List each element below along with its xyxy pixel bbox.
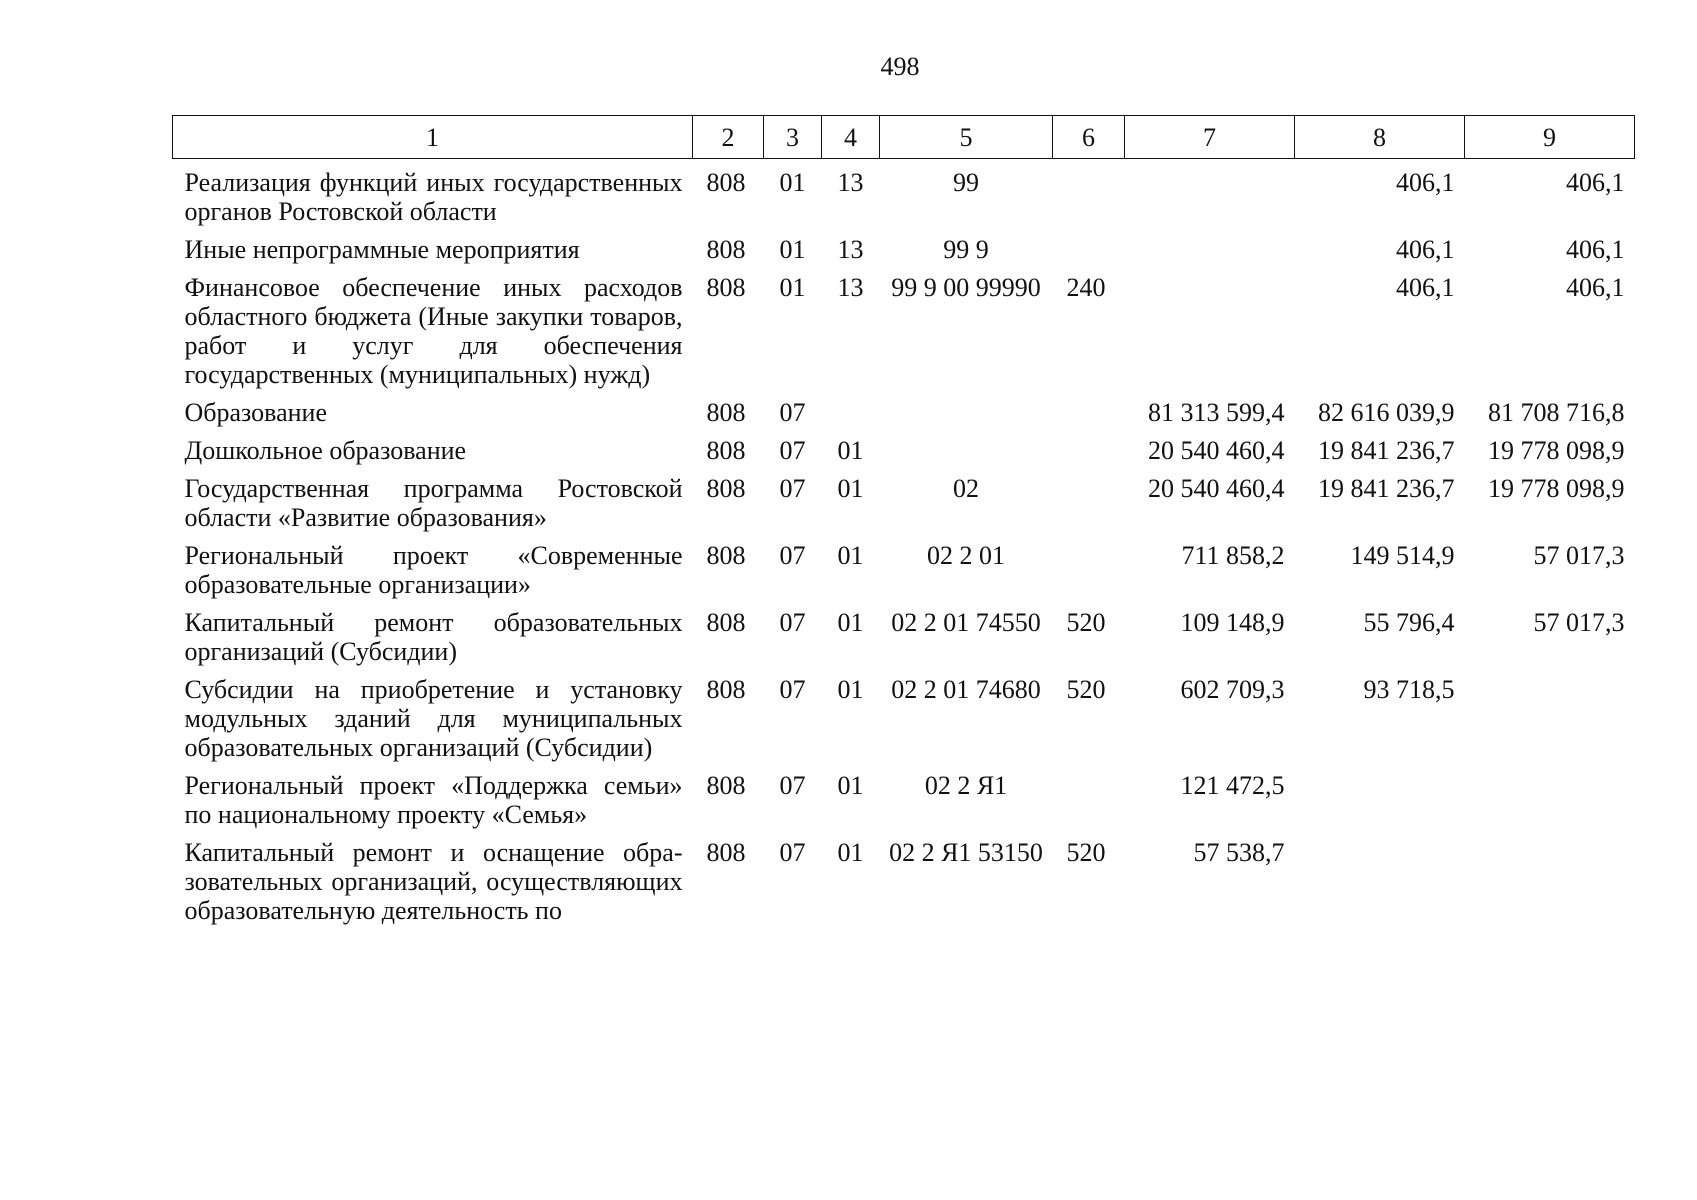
- table-row: [173, 666, 1635, 762]
- row-target-code: 02 2 01 74680: [891, 675, 1041, 704]
- row-section-code: 01: [779, 235, 806, 264]
- row-ministry-code: 808: [706, 608, 746, 637]
- row-name: Региональный проект «Поддержка семьи» по национальному проекту «Семья»: [184, 771, 683, 829]
- row-expense-type: 240: [1066, 273, 1106, 302]
- row-amount-col9: 406,1: [1566, 235, 1625, 264]
- row-ministry-code: 808: [706, 675, 746, 704]
- row-subsection-code: 13: [837, 235, 864, 264]
- row-amount-col7: 602 709,3: [1180, 675, 1285, 704]
- row-amount-col7: 81 313 599,4: [1148, 398, 1285, 427]
- table-header: [173, 116, 1635, 159]
- row-target-code: 02 2 Я1: [924, 771, 1008, 800]
- row-amount-col9: 19 778 098,9: [1488, 474, 1625, 503]
- row-amount-col7: 711 858,2: [1181, 541, 1285, 570]
- row-amount-col8: 406,1: [1396, 273, 1455, 302]
- row-name: Иные непрограммные мероприятия: [184, 235, 580, 264]
- row-subsection-code: 13: [837, 273, 864, 302]
- row-amount-col8: 406,1: [1396, 235, 1455, 264]
- row-subsection-code: [822, 389, 880, 427]
- row-section-code: 01: [779, 168, 806, 197]
- row-amount-col7: 109 148,9: [1180, 608, 1285, 637]
- header-col-1: 1: [173, 116, 693, 159]
- row-target-code: 02 2 Я1 53150: [889, 838, 1043, 867]
- row-expense-type: 520: [1066, 675, 1106, 704]
- row-ministry-code: 808: [706, 771, 746, 800]
- row-section-code: 07: [779, 398, 806, 427]
- header-col-6: 6: [1053, 116, 1125, 159]
- row-amount-col8: 149 514,9: [1350, 541, 1455, 570]
- row-amount-col7: 20 540 460,4: [1148, 474, 1285, 503]
- table-row: [173, 532, 1635, 599]
- row-target-code: 02: [953, 474, 979, 503]
- row-expense-type: [1053, 389, 1125, 427]
- row-name: Реализация функций иных государственных органов Ростовской области: [184, 168, 683, 226]
- row-target-code: [880, 427, 1053, 465]
- row-expense-type: 520: [1066, 608, 1106, 637]
- row-amount-col8: 93 718,5: [1363, 675, 1455, 704]
- row-amount-col7: [1125, 159, 1295, 227]
- row-amount-col8: [1295, 762, 1465, 829]
- row-amount-col8: 19 841 236,7: [1318, 474, 1455, 503]
- table-row: [173, 264, 1635, 389]
- budget-table: [172, 115, 1635, 925]
- row-amount-col7: 20 540 460,4: [1148, 436, 1285, 465]
- row-ministry-code: 808: [706, 273, 746, 302]
- row-ministry-code: 808: [706, 436, 746, 465]
- row-name: Дошкольное образование: [184, 436, 467, 465]
- row-amount-col9: 406,1: [1566, 273, 1625, 302]
- table-row: [173, 762, 1635, 829]
- row-amount-col9: [1465, 666, 1635, 762]
- table-row: [173, 829, 1635, 925]
- row-section-code: 01: [779, 273, 806, 302]
- table-row: [173, 465, 1635, 532]
- row-amount-col9: 19 778 098,9: [1488, 436, 1625, 465]
- row-target-code: [880, 389, 1053, 427]
- row-target-code: 99 9: [943, 235, 989, 264]
- row-amount-col7: 121 472,5: [1180, 771, 1285, 800]
- row-ministry-code: 808: [706, 838, 746, 867]
- row-section-code: 07: [779, 675, 806, 704]
- row-name: Государственная программа Ростовской области «Развитие образования»: [184, 474, 683, 532]
- row-expense-type: [1053, 226, 1125, 264]
- row-amount-col7: [1125, 264, 1295, 389]
- row-name: Субсидии на приобретение и установку модульных зданий для муниципальных образовательных организаций (Субсидии): [184, 675, 683, 762]
- row-subsection-code: 01: [837, 541, 864, 570]
- row-subsection-code: 01: [837, 436, 864, 465]
- row-amount-col8: 82 616 039,9: [1318, 398, 1455, 427]
- row-amount-col9: [1465, 829, 1635, 925]
- row-expense-type: [1053, 465, 1125, 532]
- page-number: 498: [880, 52, 920, 81]
- row-ministry-code: 808: [706, 541, 746, 570]
- row-expense-type: [1053, 762, 1125, 829]
- row-target-code: 99: [953, 168, 979, 197]
- row-amount-col8: [1295, 829, 1465, 925]
- table-row: [173, 389, 1635, 427]
- table-body: [173, 159, 1635, 926]
- row-target-code: 02 2 01 74550: [891, 608, 1041, 637]
- header-col-5: 5: [880, 116, 1053, 159]
- row-section-code: 07: [779, 771, 806, 800]
- row-expense-type: 520: [1066, 838, 1106, 867]
- row-amount-col7: [1125, 226, 1295, 264]
- row-amount-col9: [1465, 762, 1635, 829]
- row-amount-col9: 57 017,3: [1533, 541, 1625, 570]
- row-name: Образование: [184, 398, 328, 427]
- row-subsection-code: 01: [837, 771, 864, 800]
- header-col-4: 4: [822, 116, 880, 159]
- row-amount-col9: 406,1: [1566, 168, 1625, 197]
- row-amount-col9: 57 017,3: [1533, 608, 1625, 637]
- row-expense-type: [1053, 159, 1125, 227]
- row-amount-col7: 57 538,7: [1193, 838, 1285, 867]
- row-target-code: 02 2 01: [927, 541, 1005, 570]
- row-section-code: 07: [779, 474, 806, 503]
- table-row: [173, 599, 1635, 666]
- row-name: Капитальный ремонт и оснащение образовательных организаций, осуществляющих образовательную деятельность по: [184, 838, 683, 925]
- row-section-code: 07: [779, 541, 806, 570]
- row-amount-col8: 55 796,4: [1363, 608, 1455, 637]
- header-col-9: 9: [1465, 116, 1635, 159]
- row-subsection-code: 01: [837, 474, 864, 503]
- row-amount-col8: 406,1: [1396, 168, 1455, 197]
- row-ministry-code: 808: [706, 235, 746, 264]
- row-name: Региональный проект «Современные образовательные организации»: [184, 541, 683, 599]
- header-col-7: 7: [1125, 116, 1295, 159]
- row-amount-col8: 19 841 236,7: [1318, 436, 1455, 465]
- header-col-8: 8: [1295, 116, 1465, 159]
- table-row: [173, 159, 1635, 227]
- row-subsection-code: 01: [837, 675, 864, 704]
- row-section-code: 07: [779, 838, 806, 867]
- row-subsection-code: 01: [837, 838, 864, 867]
- table-row: [173, 427, 1635, 465]
- row-subsection-code: 13: [837, 168, 864, 197]
- row-name: Капитальный ремонт образовательных организаций (Субсидии): [184, 608, 683, 666]
- row-expense-type: [1053, 427, 1125, 465]
- row-ministry-code: 808: [706, 398, 746, 427]
- row-subsection-code: 01: [837, 608, 864, 637]
- header-row: [173, 116, 1635, 159]
- header-col-2: 2: [693, 116, 764, 159]
- row-ministry-code: 808: [706, 474, 746, 503]
- row-ministry-code: 808: [706, 168, 746, 197]
- row-expense-type: [1053, 532, 1125, 599]
- header-col-3: 3: [764, 116, 822, 159]
- table-row: [173, 226, 1635, 264]
- row-target-code: 99 9 00 99990: [891, 273, 1041, 302]
- row-section-code: 07: [779, 608, 806, 637]
- row-amount-col9: 81 708 716,8: [1488, 398, 1625, 427]
- row-section-code: 07: [779, 436, 806, 465]
- row-name: Финансовое обеспечение иных расходов областного бюджета (Иные закупки товаров, работ и услуг для обеспечения государственных (муниципальных) нужд): [184, 273, 683, 389]
